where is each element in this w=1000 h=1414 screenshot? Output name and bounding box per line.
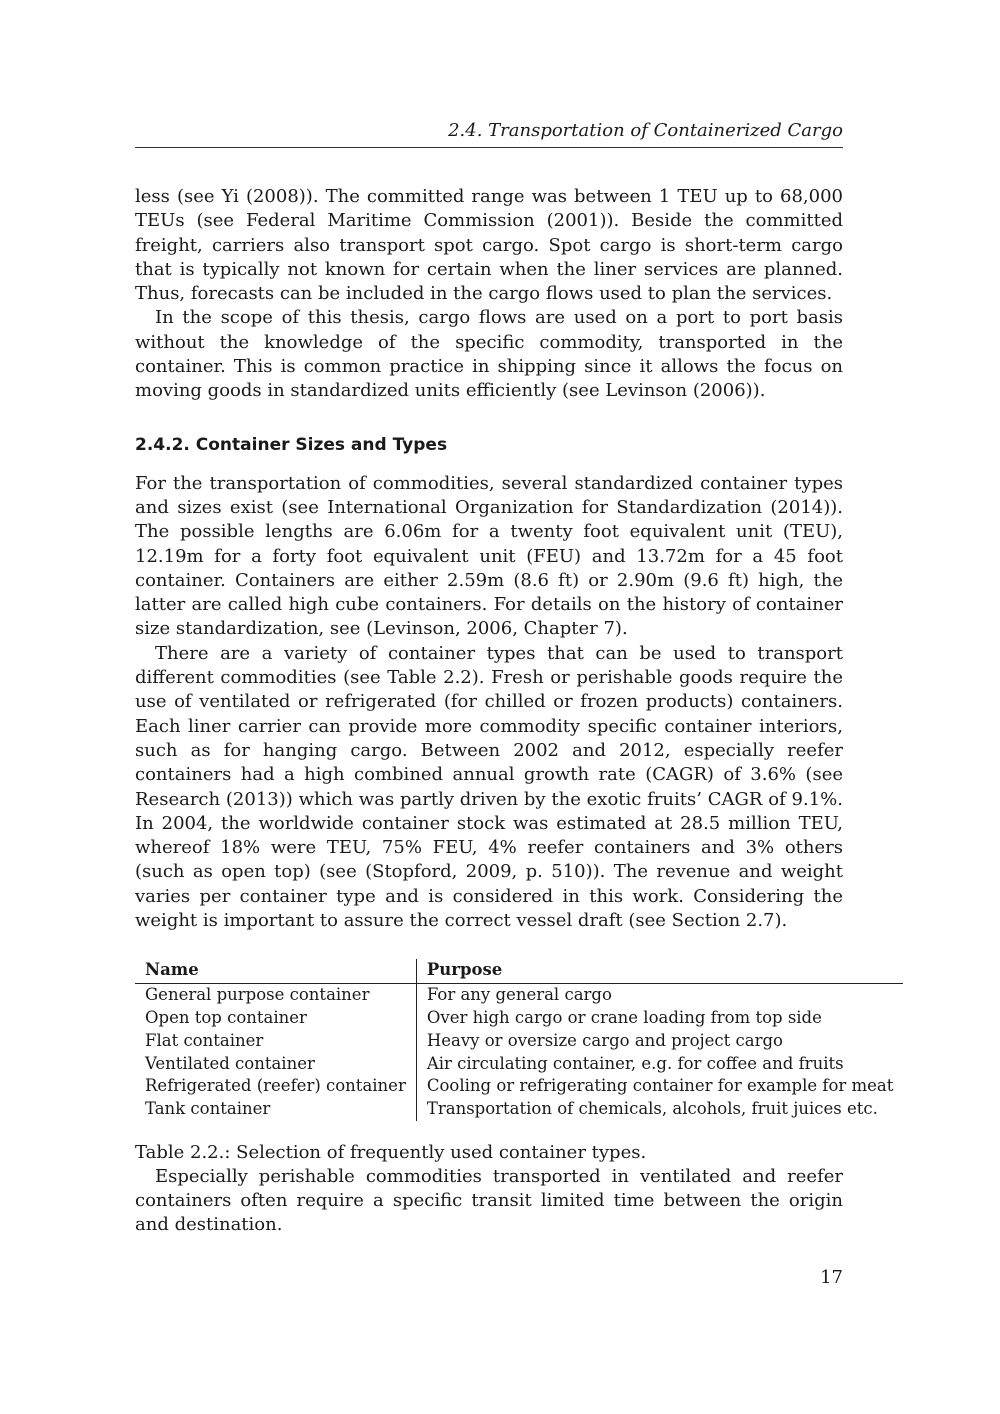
paragraph-container-types: There are a variety of container types that can be used to transport different commodities (see Table 2.2). Fresh or perishable goods require the use of ventilated or refrigerated (for chilled or frozen products) containers. Each liner carrier can provide more commodity specific container interiors, such as for hanging cargo. Between 2002 and 2012, especially reefer containers had a high combined annual growth rate (CAGR) of 3.6% (see Research (2013)) which was partly driven by the exotic fruits’ CAGR of 9.1%. In 2004, the worldwide container stock was estimated at 28.5 million TEU, whereof 18% were TEU, 75% FEU, 4% reefer containers and 3% others (such as open top) (see (Stopford, 2009, p. 510)). The revenue and weight varies per container type and is considered in this work. Considering the weight is important to assure the correct vessel draft (see Section 2.7). xyxy=(135,642,843,932)
table-cell-name: Tank container xyxy=(135,1098,416,1121)
paragraph-perishable: Especially perishable commodities transported in ventilated and reefer containers often require a specific transit limited time between the origin and destination. xyxy=(135,1165,843,1236)
table-header-name: Name xyxy=(135,959,416,983)
table-row xyxy=(135,1007,903,1030)
paragraph-thesis-scope: In the scope of this thesis, cargo flows are used on a port to port basis without the knowledge of the specific commodity, transported in the container. This is common practice in shipping since it allows the focus on moving goods in standardized units efficiently (see Levinson (2006)). xyxy=(135,307,843,402)
table-cell-purpose: Transportation of chemicals, alcohols, fruit juices etc. xyxy=(426,1099,878,1119)
table-cell-name: Open top container xyxy=(135,1007,416,1030)
running-header: 2.4. Transportation of Containerized Cargo xyxy=(448,120,843,141)
table-cell-purpose: Heavy or oversize cargo and project cargo xyxy=(426,1030,783,1050)
header-rule xyxy=(135,147,843,148)
table-row xyxy=(135,984,903,1007)
table-cell-name: Ventilated container xyxy=(135,1053,416,1076)
table-row xyxy=(135,1030,903,1053)
table-row xyxy=(135,1053,903,1076)
table-container xyxy=(135,959,894,1121)
table-cell-purpose: For any general cargo xyxy=(426,985,612,1005)
table-cell-name: Refrigerated (reefer) container xyxy=(135,1075,416,1098)
table-cell-name: General purpose container xyxy=(135,984,416,1007)
table-cell-purpose: Over high cargo or crane loading from top side xyxy=(426,1007,822,1027)
table-row xyxy=(135,1075,903,1098)
container-types-table xyxy=(135,959,903,1121)
paragraph-container-sizes: For the transportation of commodities, several standardized container types and sizes exist (see International Organization for Standardization (2014)). The possible lengths are 6.06m for a twenty foot equivalent unit (TEU), 12.19m for a forty foot equivalent unit (FEU) and 13.72m for a 45 foot container. Containers are either 2.59m (8.6 ft) or 2.90m (9.6 ft) high, the latter are called high cube containers. For details on the history of container size standardization, see (Levinson, 2006, Chapter 7). xyxy=(135,472,843,640)
table-header-purpose: Purpose xyxy=(416,959,903,983)
paragraph-continued: less (see Yi (2008)). The committed range was between 1 TEU up to 68,000 TEUs (see Federal Maritime Commission (2001)). Beside the committed freight, carriers also transport spot cargo. Spot cargo is short-term cargo that is typically not known for certain when the liner services are planned. Thus, forecasts can be included in the cargo flows used to plan the services. xyxy=(135,186,843,305)
page-number: 17 xyxy=(820,1267,843,1288)
table-cell-purpose: Air circulating container, e.g. for coffee and fruits xyxy=(426,1053,844,1073)
page-body xyxy=(135,185,894,1238)
table-row xyxy=(135,1098,903,1121)
table-cell-name: Flat container xyxy=(135,1030,416,1053)
table-header-row xyxy=(135,959,903,983)
table-cell-purpose: Cooling or refrigerating container for example for meat xyxy=(426,1076,894,1096)
table-caption: Table 2.2.: Selection of frequently used container types. xyxy=(135,1141,647,1163)
section-heading: 2.4.2. Container Sizes and Types xyxy=(135,434,448,455)
